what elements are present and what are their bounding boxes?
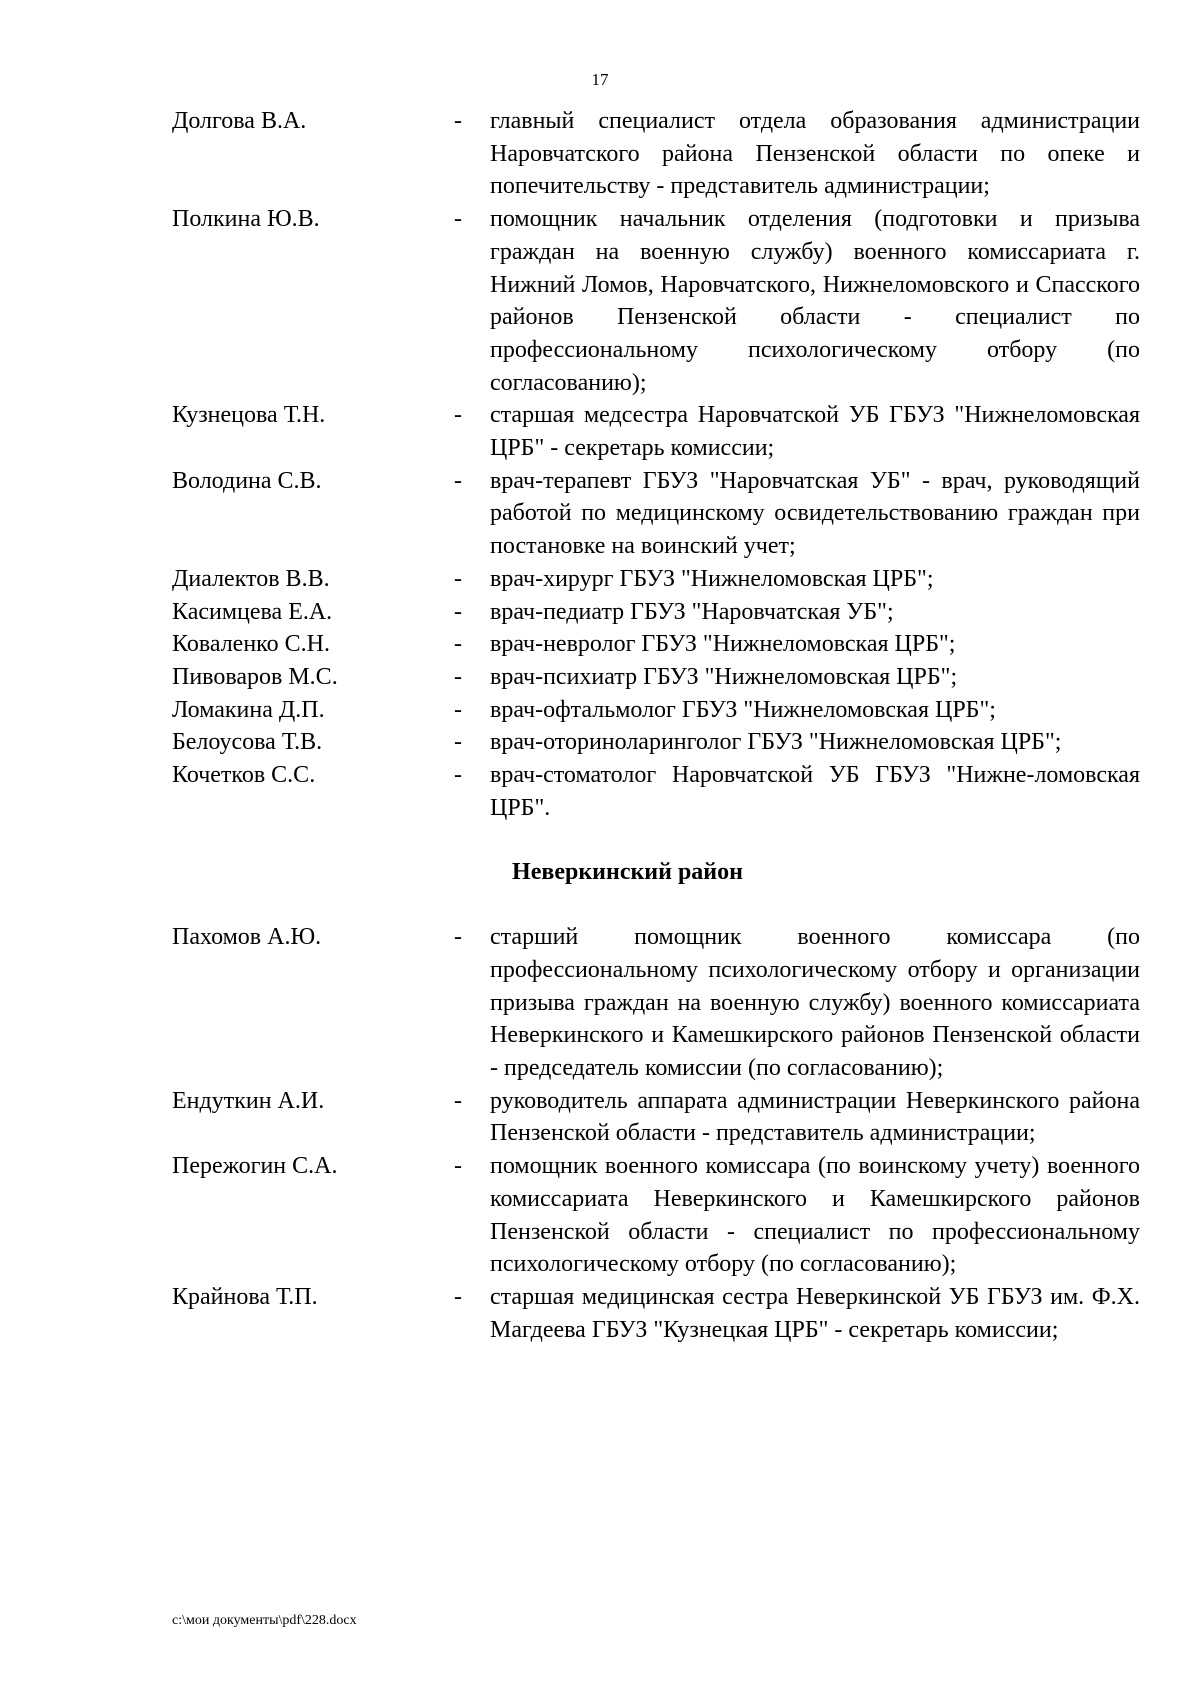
commission-list	[0, 105, 1200, 1346]
member-role: врач-невролог ГБУЗ "Нижнеломовская ЦРБ";	[490, 631, 956, 658]
dash-separator: -	[454, 598, 462, 625]
dash-separator: -	[454, 729, 462, 756]
section-narovchat	[0, 105, 1200, 824]
member-name: Полкина Ю.В.	[172, 206, 320, 233]
member-row	[0, 1150, 1200, 1281]
member-name: Коваленко С.Н.	[172, 631, 330, 658]
dash-separator: -	[454, 1087, 462, 1114]
member-name: Касимцева Е.А.	[172, 598, 333, 625]
member-name: Ломакина Д.П.	[172, 696, 325, 723]
dash-separator: -	[454, 565, 462, 592]
dash-separator: -	[454, 631, 462, 658]
member-role: руководитель аппарата администрации Неверкинского района Пензенской области - представитель администрации;	[490, 1087, 1140, 1147]
member-role: врач-хирург ГБУЗ "Нижнеломовская ЦРБ";	[490, 565, 934, 592]
member-name: Кочетков С.С.	[172, 762, 316, 789]
dash-separator: -	[454, 696, 462, 723]
member-row	[0, 465, 1200, 563]
member-role: врач-стоматолог Наровчатской УБ ГБУЗ "Нижне-ломовская ЦРБ".	[490, 762, 1140, 821]
member-row	[0, 759, 1200, 824]
section-neverkino	[0, 921, 1200, 1346]
member-name: Володина С.В.	[172, 467, 322, 494]
member-role: помощник начальник отделения (подготовки и призыва граждан на военную службу) военного комиссариата г. Нижний Ломов, Наровчатского, Нижнеломовского и Спасского районов Пензенской области - специалист по профессиональному психологическому отбору (по согласованию);	[490, 206, 1140, 396]
member-role: врач-оториноларинголог ГБУЗ "Нижнеломовская ЦРБ";	[490, 729, 1062, 756]
member-name: Долгова В.А.	[172, 108, 307, 134]
member-name: Диалектов В.В.	[172, 565, 330, 592]
member-name: Кузнецова Т.Н.	[172, 402, 326, 429]
member-row	[0, 661, 1200, 694]
dash-separator: -	[454, 1283, 462, 1310]
section-heading: Неверкинский район	[512, 859, 743, 886]
member-role: врач-психиатр ГБУЗ "Нижнеломовская ЦРБ";	[490, 663, 958, 690]
member-role: главный специалист отдела образования администрации Наровчатского района Пензенской области по опеке и попечительству - представитель администрации;	[490, 108, 1140, 200]
member-name: Белоусова Т.В.	[172, 729, 323, 756]
member-role: помощник военного комиссара (по воинскому учету) военного комиссариата Неверкинского и Камешкирского районов Пензенской области - специалист по профессиональному психологическому отбору (по согласованию);	[490, 1153, 1140, 1278]
member-name: Пахомов А.Ю.	[172, 924, 322, 951]
member-row	[0, 628, 1200, 661]
member-role: старший помощник военного комиссара (по профессиональному психологическому отбору и организации призыва граждан на военную службу) военного комиссариата Неверкинского и Камешкирского районов Пензенской области - председатель комиссии (по согласованию);	[490, 924, 1140, 1081]
member-row	[0, 105, 1200, 203]
member-row	[0, 1281, 1200, 1346]
dash-separator: -	[454, 108, 462, 134]
member-row	[0, 563, 1200, 596]
file-path-footer: c:\мои документы\pdf\228.docx	[172, 1613, 357, 1628]
dash-separator: -	[454, 762, 462, 789]
dash-separator: -	[454, 1153, 462, 1180]
dash-separator: -	[454, 663, 462, 690]
dash-separator: -	[454, 467, 462, 494]
member-row	[0, 203, 1200, 399]
member-row	[0, 596, 1200, 629]
member-role: старшая медицинская сестра Неверкинской УБ ГБУЗ им. Ф.Х. Магдеева ГБУЗ "Кузнецкая ЦРБ" - секретарь комиссии;	[490, 1283, 1140, 1343]
member-name: Крайнова Т.П.	[172, 1283, 318, 1310]
member-row	[0, 399, 1200, 464]
member-name: Ендуткин А.И.	[172, 1087, 325, 1114]
member-row	[0, 1085, 1200, 1150]
member-name: Пережогин С.А.	[172, 1153, 338, 1180]
member-role: врач-офтальмолог ГБУЗ "Нижнеломовская ЦРБ";	[490, 696, 996, 723]
dash-separator: -	[454, 924, 462, 951]
member-row	[0, 726, 1200, 759]
member-row	[0, 694, 1200, 727]
member-role: старшая медсестра Наровчатской УБ ГБУЗ "Нижнеломовская ЦРБ" - секретарь комиссии;	[490, 402, 1140, 462]
dash-separator: -	[454, 402, 462, 429]
page-number: 17	[591, 70, 609, 89]
dash-separator: -	[454, 206, 462, 233]
member-row	[0, 921, 1200, 1085]
member-name: Пивоваров М.С.	[172, 663, 338, 690]
member-role: врач-терапевт ГБУЗ "Наровчатская УБ" - врач, руководящий работой по медицинскому освидетельствованию граждан при постановке на воинский учет;	[490, 467, 1140, 560]
member-role: врач-педиатр ГБУЗ "Наровчатская УБ";	[490, 598, 894, 625]
